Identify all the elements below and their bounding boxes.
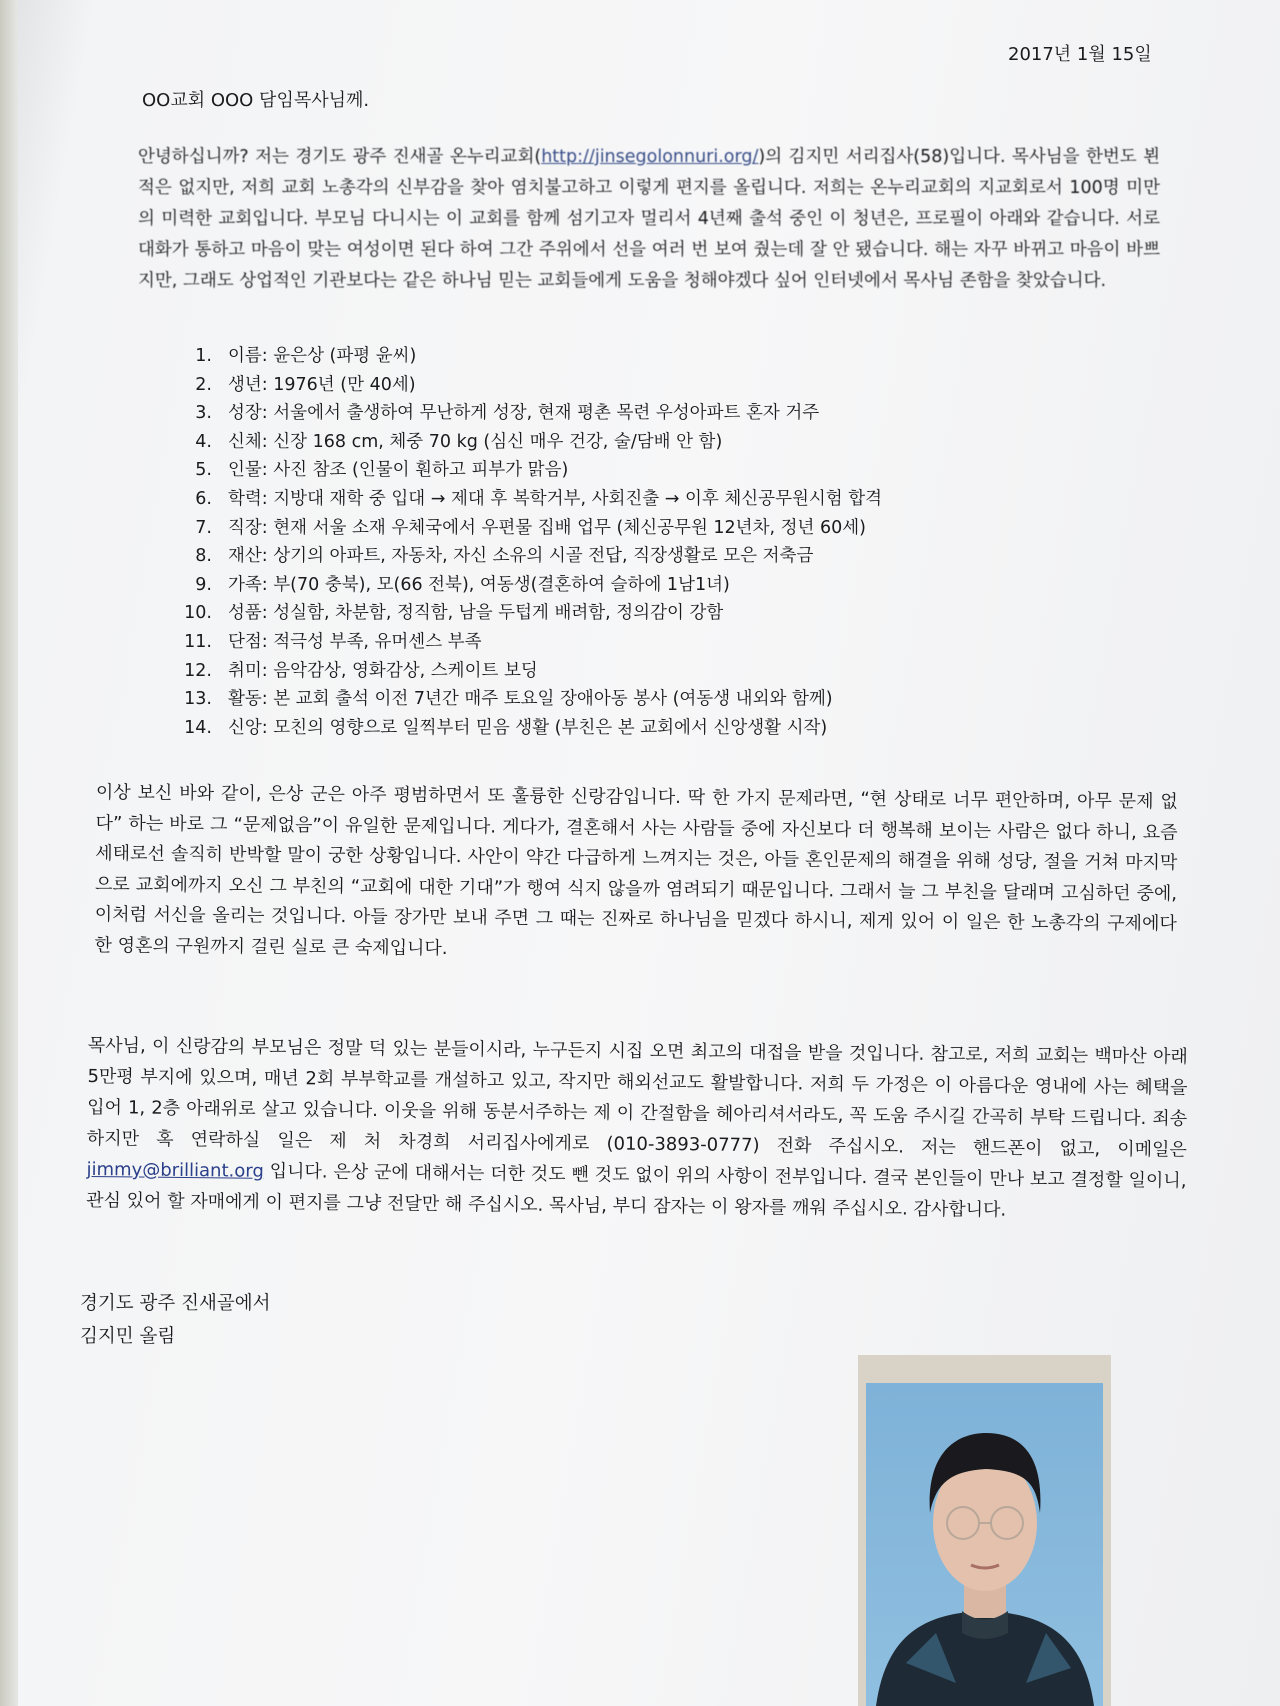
profile-item-text: 성장: 서울에서 출생하여 무난하게 성장, 현재 평촌 목련 우성아파트 혼자 거주	[228, 403, 820, 424]
profile-item	[160, 342, 1060, 371]
signature-name: 김지민 올림	[80, 1326, 176, 1347]
profile-item-number: 5.	[195, 460, 212, 481]
profile-item	[160, 714, 1060, 743]
profile-item	[160, 599, 1060, 628]
profile-item-text: 활동: 본 교회 출석 이전 7년간 매주 토요일 장애아동 봉사 (여동생 내외와 함께)	[228, 689, 833, 710]
profile-item-number: 3.	[195, 403, 212, 424]
profile-item-number: 2.	[195, 374, 212, 395]
profile-item-text: 단점: 적극성 부족, 유머센스 부족	[228, 631, 482, 652]
intro-paragraph	[138, 142, 1160, 297]
profile-item-number: 7.	[195, 517, 212, 538]
contact-text-1: 목사님, 이 신랑감의 부모님은 정말 덕 있는 분들이시라, 누구든지 시집 오면 최고의 대접을 받을 것입니다. 참고로, 저희 교회는 백마산 아래 5만평 부지에 있으며, 매년 2회 부부학교를 개설하고 있고, 작지만 해외선교도 활발합니다. 저희 두 가정은 이 아름다운 영내에 사는 혜택을 입어 1, 2층 아래위로 살고 있습니다. 이웃을 위해 동분서주하는 제 이 간절함을 헤아리셔서라도, 꼭 도움 주시길 간곡히 부탁 드립니다. 죄송하지만 혹 연락하실 일은 제 처 차경희 서리집사에게로 (010-3893-0777) 전화 주십시오. 저는 핸드폰이 없고, 이메일은	[86, 1034, 1188, 1161]
profile-item-text: 취미: 음악감상, 영화감상, 스케이트 보딩	[228, 660, 538, 681]
profile-item	[160, 371, 1060, 400]
profile-item	[160, 628, 1060, 657]
profile-item	[160, 428, 1060, 457]
body-paragraph-2: 이상 보신 바와 같이, 은상 군은 아주 평범하면서 또 훌륭한 신랑감입니다. 딱 한 가지 문제라면, “현 상태로 너무 편안하며, 아무 문제 없다” 하는 바로 그 “문제없음”이 유일한 문제입니다. 게다가, 결혼해서 사는 사람들 중에 자신보다 더 행복해 보이는 사람은 없다 하니, 요즘 세태로선 솔직히 반박할 말이 궁한 상황입니다. 사안이 약간 다급하게 느껴지는 것은, 아들 혼인문제의 해결을 위해 성당, 절을 거쳐 마지막으로 교회에까지 오신 그 부친의 “교회에 대한 기대”가 행여 식지 않을까 염려되기 때문입니다. 그래서 늘 그 부친을 달래며 고심하던 중에, 이처럼 서신을 올리는 것입니다. 아들 장가만 보내 주면 그 때는 진짜로 하나님을 믿겠다 하시니, 제게 있어 이 일은 한 노총각의 구제에다 한 영혼의 구원까지 걸린 실로 큰 숙제입니다.	[94, 781, 1178, 959]
profile-item	[160, 685, 1060, 714]
intro-text-1: 안녕하십니까? 저는 경기도 광주 진새골 온누리교회(	[138, 147, 542, 167]
profile-item	[160, 542, 1060, 571]
profile-item-text: 이름: 윤은상 (파평 윤씨)	[228, 346, 417, 366]
profile-item-number: 12.	[184, 660, 212, 681]
profile-item-text: 재산: 상기의 아파트, 자동차, 자신 소유의 시골 전답, 직장생활로 모은 저축금	[228, 546, 814, 567]
profile-item	[160, 657, 1060, 686]
profile-item-number: 4.	[195, 431, 212, 452]
profile-item-text: 인물: 사진 참조 (인물이 훤하고 피부가 맑음)	[228, 460, 569, 481]
intro-text-2: )의 김지민 서리집사(58)입니다. 목사님을 한번도 뵌 적은 없지만, 저희 교회 노총각의 신부감을 찾아 염치불고하고 이렇게 편지를 올립니다. 저희는 온누리교회의 지교회로서 100명 미만의 미력한 교회입니다. 부모님 다니시는 이 교회를 함께 섬기고자 멀리서 4년째 출석 중인 이 청년은, 프로필이 아래와 같습니다. 서로 대화가 통하고 마음이 맞는 여성이면 된다 하여 그간 주위에서 선을 여러 번 보여 줬는데 잘 안 됐습니다. 해는 자꾸 바뀌고 마음이 바쁘지만, 그래도 상업적인 기관보다는 같은 하나님 믿는 교회들에게 도움을 청해야겠다 싶어 인터넷에서 목사님 존함을 찾았습니다.	[138, 147, 1160, 291]
page-edge	[0, 0, 18, 1706]
portrait-photo	[866, 1383, 1103, 1706]
profile-item-number: 9.	[195, 574, 212, 595]
profile-item-number: 10.	[184, 603, 212, 624]
profile-item-text: 가족: 부(70 충북), 모(66 전북), 여동생(결혼하여 슬하에 1남1녀)	[228, 574, 730, 595]
contact-text-2: 입니다. 은상 군에 대해서는 더한 것도 뺀 것도 없이 위의 사항이 전부입니다. 결국 본인들이 만나 보고 결정할 일이니, 관심 있어 할 자매에게 이 편지를 그냥 전달만 해 주십시오. 목사님, 부디 잠자는 이 왕자를 깨워 주십시오. 감사합니다.	[86, 1160, 1187, 1221]
church-website-link[interactable]: http://jinsegolonnuri.org/	[541, 147, 759, 167]
email-link[interactable]: jimmy@brilliant.org	[86, 1158, 264, 1182]
signature	[80, 1287, 270, 1353]
profile-item-text: 생년: 1976년 (만 40세)	[228, 374, 416, 395]
profile-list	[160, 342, 1060, 742]
attached-photo	[858, 1355, 1111, 1706]
profile-item-text: 성품: 성실함, 차분함, 정직함, 남을 두텁게 배려함, 정의감이 강함	[228, 603, 724, 624]
profile-item	[160, 571, 1060, 600]
profile-item-number: 1.	[195, 346, 212, 366]
profile-item-text: 신체: 신장 168 cm, 체중 70 kg (심신 매우 건강, 술/담배 안 함)	[228, 431, 723, 452]
profile-item	[160, 456, 1060, 485]
profile-item-number: 13.	[184, 689, 212, 710]
profile-item-text: 신앙: 모친의 영향으로 일찍부터 믿음 생활 (부친은 본 교회에서 신앙생활 시작)	[228, 717, 828, 738]
profile-item-number: 8.	[195, 546, 212, 567]
profile-item-text: 학력: 지방대 재학 중 입대 → 제대 후 복학거부, 사회진출 → 이후 체신공무원시험 합격	[228, 488, 883, 509]
body-paragraph-3	[86, 1030, 1188, 1228]
profile-item-number: 14.	[184, 717, 212, 738]
profile-item-number: 11.	[184, 631, 212, 652]
profile-item-number: 6.	[195, 488, 212, 509]
portrait-image	[866, 1383, 1103, 1706]
greeting: OO교회 OOO 담임목사님께.	[142, 90, 370, 111]
profile-item	[160, 399, 1060, 428]
signature-location: 경기도 광주 진새골에서	[80, 1293, 271, 1314]
profile-item	[160, 485, 1060, 514]
letter-date: 2017년 1월 15일	[1008, 44, 1152, 65]
profile-item	[160, 514, 1060, 543]
profile-item-text: 직장: 현재 서울 소재 우체국에서 우편물 집배 업무 (체신공무원 12년차, 정년 60세)	[228, 517, 866, 538]
